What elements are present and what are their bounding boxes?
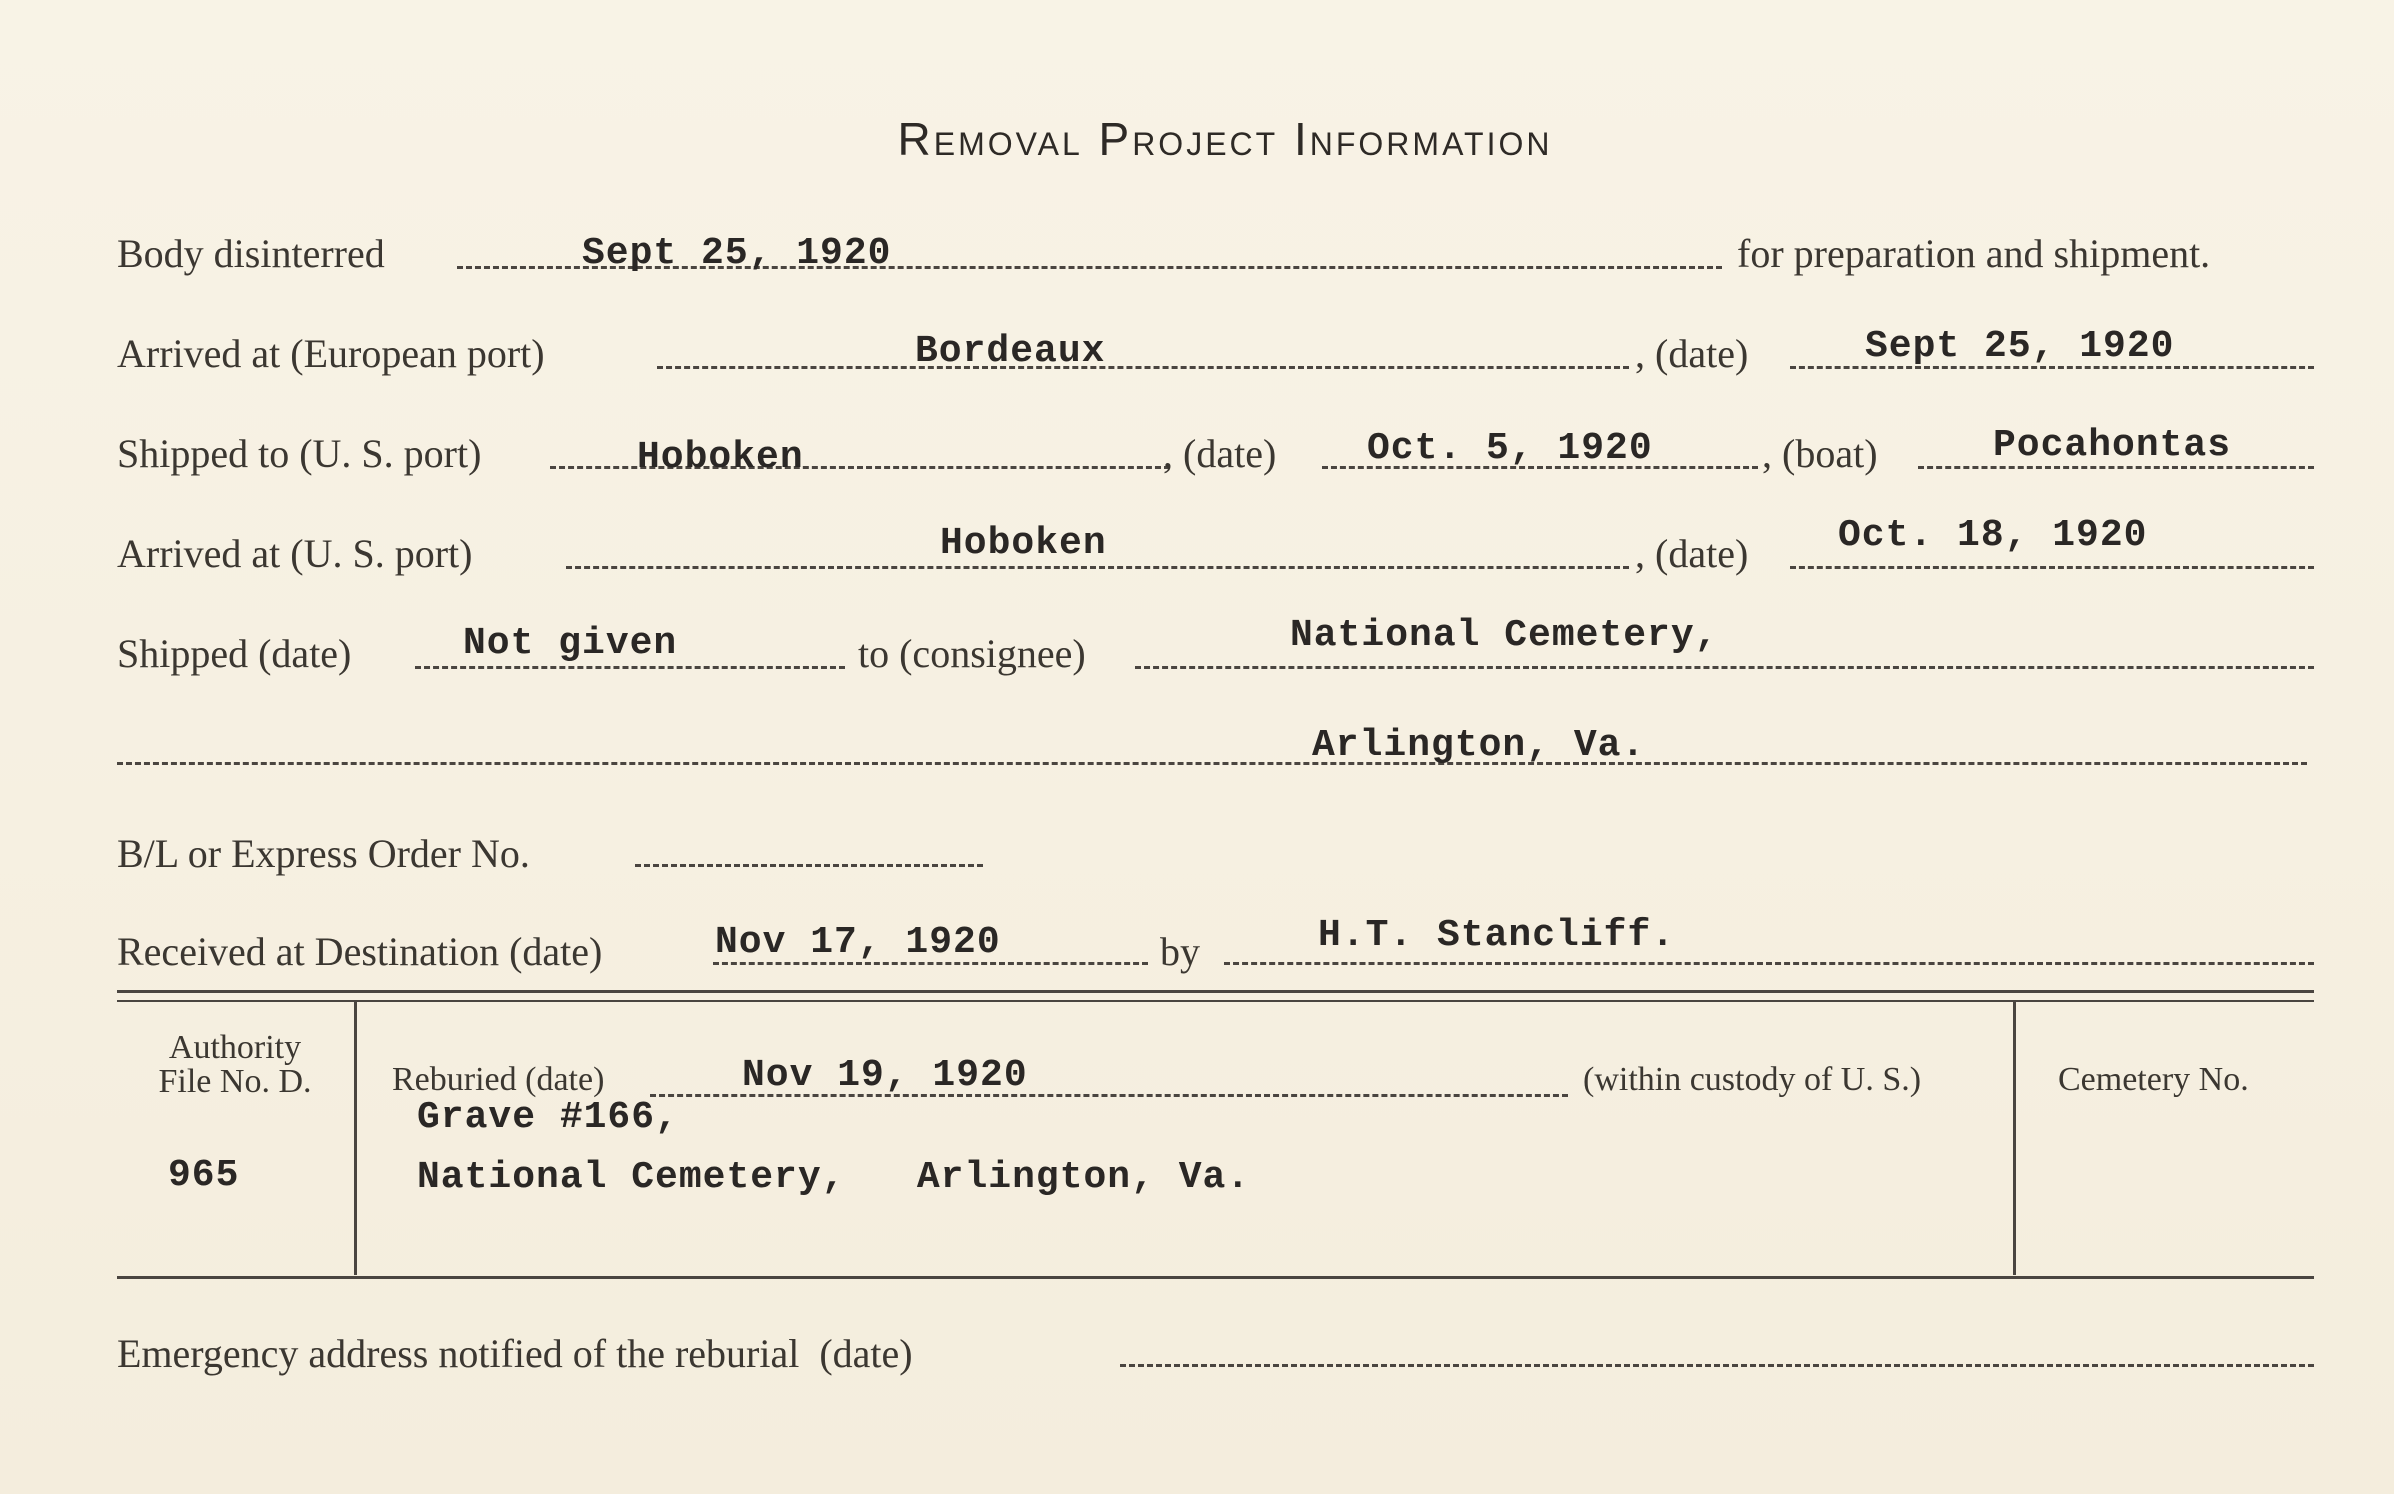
bl-order-label: B/L or Express Order No. xyxy=(117,831,530,876)
cemetery-no-label: Cemetery No. xyxy=(2058,1061,2249,1098)
custody-label: (within custody of U. S.) xyxy=(1583,1061,1922,1098)
shipped-date-line xyxy=(415,666,845,669)
box-divider-right xyxy=(2013,1000,2016,1275)
reburied-line2: National Cemetery, Arlington, Va. xyxy=(417,1156,1251,1199)
received-date: Nov 17, 1920 xyxy=(715,921,1001,964)
reburied-label: Reburied (date) xyxy=(392,1061,605,1098)
arrived-us-port: Hoboken xyxy=(940,522,1107,565)
consignee-line2: Arlington, Va. xyxy=(1312,724,1646,767)
received-label: Received at Destination (date) xyxy=(117,929,603,974)
body-disinterred-value: Sept 25, 1920 xyxy=(582,232,892,275)
arrived-european-port: Bordeaux xyxy=(915,330,1106,373)
reburied-date: Nov 19, 1920 xyxy=(742,1054,1028,1097)
body-disinterred-label: Body disinterred xyxy=(117,231,385,276)
page-title: Removal Project Information xyxy=(897,113,1553,165)
consignee-line-2 xyxy=(117,762,2307,765)
arrived-european-line xyxy=(657,366,1629,369)
consignee-label: to (consignee) xyxy=(858,631,1086,676)
shipped-us-date-label: , (date) xyxy=(1163,431,1277,476)
received-by-line xyxy=(1224,962,2314,965)
arrived-us-date: Oct. 18, 1920 xyxy=(1838,514,2148,557)
bl-order-line xyxy=(635,864,983,867)
arrived-european-date: Sept 25, 1920 xyxy=(1865,325,2175,368)
shipped-date: Not given xyxy=(463,622,678,665)
authority-value: 965 xyxy=(168,1154,240,1197)
arrived-us-date-label: , (date) xyxy=(1635,531,1749,576)
arrived-european-date-label: , (date) xyxy=(1635,331,1749,376)
shipped-us-port: Hoboken xyxy=(637,436,804,479)
box-top-rule-2 xyxy=(117,1000,2314,1002)
arrived-us-date-line xyxy=(1790,566,2314,569)
consignee-line xyxy=(1135,666,2314,669)
reburied-line1: Grave #166, xyxy=(417,1096,679,1139)
authority-label-2: File No. D. xyxy=(158,1063,312,1100)
arrived-us-line xyxy=(566,566,1629,569)
received-by-label: by xyxy=(1160,929,1200,974)
shipped-us-label: Shipped to (U. S. port) xyxy=(117,431,482,476)
arrived-us-label: Arrived at (U. S. port) xyxy=(117,531,473,576)
shipped-us-boat-label: , (boat) xyxy=(1762,431,1878,476)
box-bottom-rule xyxy=(117,1276,2314,1279)
emergency-label: Emergency address notified of the reburial (date) xyxy=(117,1331,913,1376)
body-disinterred-suffix: for preparation and shipment. xyxy=(1737,231,2211,276)
emergency-line xyxy=(1120,1364,2314,1367)
box-divider-left xyxy=(354,1000,357,1275)
authority-label-1: Authority xyxy=(168,1029,302,1066)
box-top-rule xyxy=(117,990,2314,993)
shipped-us-date: Oct. 5, 1920 xyxy=(1367,427,1653,470)
consignee-line1: National Cemetery, xyxy=(1290,614,1719,657)
received-by: H.T. Stancliff. xyxy=(1318,914,1676,957)
shipped-date-label: Shipped (date) xyxy=(117,631,352,676)
arrived-european-label: Arrived at (European port) xyxy=(117,331,545,376)
shipped-us-boat: Pocahontas xyxy=(1993,424,2232,467)
